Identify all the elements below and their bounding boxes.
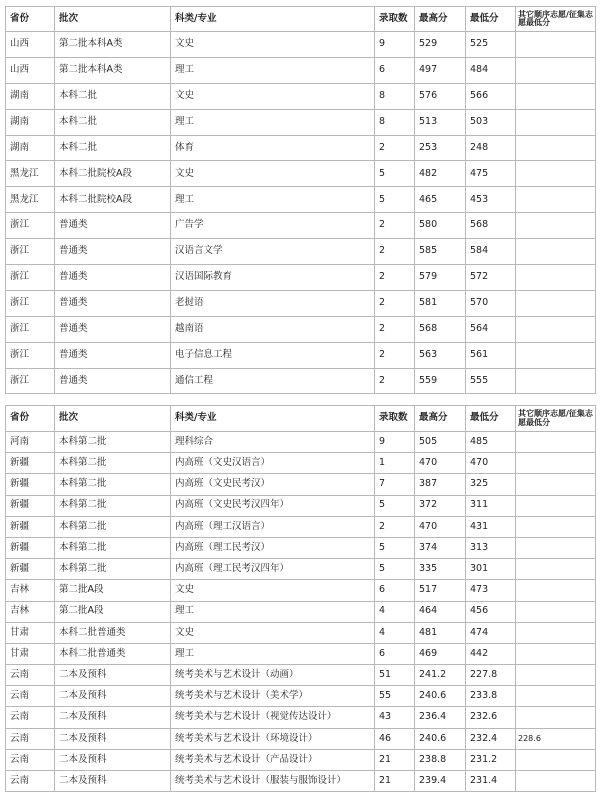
cell-admitted: 5 <box>375 495 415 516</box>
cell-province: 浙江 <box>6 213 55 239</box>
table-row <box>6 83 596 109</box>
cell-admitted: 6 <box>375 643 415 664</box>
cell-batch: 普通类 <box>55 368 171 394</box>
table-row <box>6 368 596 394</box>
cell-admitted: 2 <box>375 368 415 394</box>
cell-min-score: 473 <box>466 580 516 601</box>
cell-major: 文史 <box>171 83 375 109</box>
cell-other-min: 228.6 <box>516 728 596 749</box>
cell-other-min <box>516 622 596 643</box>
cell-other-min <box>516 32 596 58</box>
cell-min-score: 584 <box>466 239 516 265</box>
cell-max-score: 238.8 <box>415 749 466 770</box>
cell-other-min <box>516 580 596 601</box>
cell-batch: 本科第二批 <box>55 495 171 516</box>
cell-batch: 第二批本科A类 <box>55 32 171 58</box>
cell-major: 统考美术与艺术设计（动画） <box>171 665 375 686</box>
cell-min-score: 431 <box>466 516 516 537</box>
cell-admitted: 2 <box>375 516 415 537</box>
cell-min-score: 564 <box>466 316 516 342</box>
cell-major: 文史 <box>171 622 375 643</box>
cell-admitted: 2 <box>375 239 415 265</box>
cell-major: 汉语言文学 <box>171 239 375 265</box>
cell-province: 黑龙江 <box>6 187 55 213</box>
cell-other-min <box>516 342 596 368</box>
cell-major: 理工 <box>171 109 375 135</box>
cell-other-min <box>516 135 596 161</box>
cell-min-score: 231.4 <box>466 771 516 792</box>
header-major: 科类/专业 <box>171 7 375 32</box>
cell-major: 理工 <box>171 187 375 213</box>
cell-admitted: 4 <box>375 601 415 622</box>
cell-max-score: 465 <box>415 187 466 213</box>
cell-min-score: 232.4 <box>466 728 516 749</box>
table-row <box>6 580 596 601</box>
cell-admitted: 4 <box>375 622 415 643</box>
cell-min-score: 313 <box>466 537 516 558</box>
cell-major: 统考美术与艺术设计（环境设计） <box>171 728 375 749</box>
cell-province: 云南 <box>6 749 55 770</box>
cell-other-min <box>516 368 596 394</box>
cell-batch: 本科第二批 <box>55 537 171 558</box>
cell-province: 新疆 <box>6 516 55 537</box>
cell-other-min <box>516 665 596 686</box>
table-row <box>6 622 596 643</box>
cell-other-min <box>516 453 596 474</box>
cell-max-score: 240.6 <box>415 728 466 749</box>
cell-other-min <box>516 83 596 109</box>
cell-major: 内高班（理工汉语言） <box>171 516 375 537</box>
header-min-score: 最低分 <box>466 406 516 432</box>
cell-admitted: 9 <box>375 32 415 58</box>
header-min-score: 最低分 <box>466 7 516 32</box>
cell-max-score: 387 <box>415 474 466 495</box>
cell-batch: 本科第二批 <box>55 432 171 453</box>
cell-max-score: 469 <box>415 643 466 664</box>
cell-max-score: 517 <box>415 580 466 601</box>
cell-min-score: 232.6 <box>466 707 516 728</box>
cell-batch: 第二批本科A类 <box>55 57 171 83</box>
cell-max-score: 579 <box>415 265 466 291</box>
cell-min-score: 453 <box>466 187 516 213</box>
cell-max-score: 563 <box>415 342 466 368</box>
cell-batch: 本科二批 <box>55 109 171 135</box>
table-row <box>6 728 596 749</box>
cell-max-score: 241.2 <box>415 665 466 686</box>
cell-batch: 二本及预科 <box>55 749 171 770</box>
cell-admitted: 43 <box>375 707 415 728</box>
cell-batch: 本科二批普通类 <box>55 643 171 664</box>
cell-min-score: 485 <box>466 432 516 453</box>
cell-batch: 本科第二批 <box>55 516 171 537</box>
header-other-min: 其它顺序志愿/征集志愿最低分 <box>516 7 596 32</box>
table-row <box>6 135 596 161</box>
cell-min-score: 227.8 <box>466 665 516 686</box>
cell-max-score: 240.6 <box>415 686 466 707</box>
cell-min-score: 233.8 <box>466 686 516 707</box>
cell-batch: 二本及预科 <box>55 686 171 707</box>
cell-major: 内高班（文史民考汉四年） <box>171 495 375 516</box>
cell-admitted: 2 <box>375 290 415 316</box>
table-row <box>6 187 596 213</box>
cell-admitted: 2 <box>375 316 415 342</box>
cell-max-score: 482 <box>415 161 466 187</box>
cell-other-min <box>516 109 596 135</box>
cell-min-score: 503 <box>466 109 516 135</box>
cell-batch: 本科二批普通类 <box>55 622 171 643</box>
table-row <box>6 771 596 792</box>
cell-major: 统考美术与艺术设计（服装与服饰设计） <box>171 771 375 792</box>
header-major: 科类/专业 <box>171 406 375 432</box>
cell-province: 甘肃 <box>6 622 55 643</box>
cell-admitted: 6 <box>375 57 415 83</box>
cell-max-score: 481 <box>415 622 466 643</box>
cell-other-min <box>516 57 596 83</box>
cell-batch: 本科第二批 <box>55 474 171 495</box>
cell-batch: 二本及预科 <box>55 665 171 686</box>
cell-min-score: 525 <box>466 32 516 58</box>
cell-max-score: 529 <box>415 32 466 58</box>
cell-other-min <box>516 495 596 516</box>
cell-max-score: 470 <box>415 516 466 537</box>
cell-province: 新疆 <box>6 474 55 495</box>
cell-province: 新疆 <box>6 453 55 474</box>
cell-province: 新疆 <box>6 495 55 516</box>
header-max-score: 最高分 <box>415 7 466 32</box>
table-row <box>6 290 596 316</box>
cell-major: 老挝语 <box>171 290 375 316</box>
cell-province: 吉林 <box>6 601 55 622</box>
cell-min-score: 572 <box>466 265 516 291</box>
table-row <box>6 665 596 686</box>
cell-major: 电子信息工程 <box>171 342 375 368</box>
cell-other-min <box>516 601 596 622</box>
cell-admitted: 8 <box>375 83 415 109</box>
cell-min-score: 325 <box>466 474 516 495</box>
cell-batch: 本科第二批 <box>55 453 171 474</box>
cell-province: 吉林 <box>6 580 55 601</box>
header-other-min: 其它顺序志愿/征集志愿最低分 <box>516 406 596 432</box>
cell-min-score: 470 <box>466 453 516 474</box>
cell-major: 广告学 <box>171 213 375 239</box>
cell-max-score: 576 <box>415 83 466 109</box>
admission-table-1 <box>5 6 596 394</box>
table-1-body <box>6 32 596 394</box>
table-row <box>6 686 596 707</box>
cell-batch: 二本及预科 <box>55 707 171 728</box>
cell-min-score: 442 <box>466 643 516 664</box>
cell-max-score: 568 <box>415 316 466 342</box>
cell-admitted: 2 <box>375 265 415 291</box>
table-row <box>6 537 596 558</box>
cell-admitted: 21 <box>375 771 415 792</box>
cell-min-score: 561 <box>466 342 516 368</box>
cell-province: 云南 <box>6 665 55 686</box>
cell-major: 通信工程 <box>171 368 375 394</box>
table-row <box>6 342 596 368</box>
cell-province: 山西 <box>6 57 55 83</box>
cell-batch: 本科二批 <box>55 83 171 109</box>
cell-major: 文史 <box>171 161 375 187</box>
cell-max-score: 470 <box>415 453 466 474</box>
cell-min-score: 555 <box>466 368 516 394</box>
cell-max-score: 580 <box>415 213 466 239</box>
cell-batch: 本科第二批 <box>55 559 171 580</box>
cell-min-score: 475 <box>466 161 516 187</box>
cell-province: 山西 <box>6 32 55 58</box>
cell-max-score: 559 <box>415 368 466 394</box>
cell-admitted: 1 <box>375 453 415 474</box>
cell-max-score: 335 <box>415 559 466 580</box>
cell-other-min <box>516 187 596 213</box>
cell-max-score: 513 <box>415 109 466 135</box>
cell-province: 浙江 <box>6 368 55 394</box>
cell-other-min <box>516 213 596 239</box>
cell-province: 浙江 <box>6 239 55 265</box>
cell-batch: 第二批A段 <box>55 580 171 601</box>
table-row <box>6 265 596 291</box>
cell-batch: 普通类 <box>55 342 171 368</box>
table-row <box>6 57 596 83</box>
cell-min-score: 570 <box>466 290 516 316</box>
cell-max-score: 374 <box>415 537 466 558</box>
cell-admitted: 5 <box>375 537 415 558</box>
cell-batch: 普通类 <box>55 316 171 342</box>
cell-province: 新疆 <box>6 559 55 580</box>
cell-major: 体育 <box>171 135 375 161</box>
table-row <box>6 316 596 342</box>
cell-province: 云南 <box>6 707 55 728</box>
cell-province: 河南 <box>6 432 55 453</box>
cell-max-score: 239.4 <box>415 771 466 792</box>
cell-major: 内高班（理工民考汉四年） <box>171 559 375 580</box>
cell-admitted: 5 <box>375 559 415 580</box>
cell-batch: 本科二批院校A段 <box>55 161 171 187</box>
cell-min-score: 566 <box>466 83 516 109</box>
cell-batch: 二本及预科 <box>55 728 171 749</box>
cell-major: 文史 <box>171 32 375 58</box>
cell-other-min <box>516 161 596 187</box>
cell-major: 理工 <box>171 601 375 622</box>
cell-max-score: 581 <box>415 290 466 316</box>
cell-other-min <box>516 239 596 265</box>
cell-admitted: 51 <box>375 665 415 686</box>
table-row <box>6 707 596 728</box>
header-province: 省份 <box>6 7 55 32</box>
cell-province: 湖南 <box>6 109 55 135</box>
cell-province: 云南 <box>6 728 55 749</box>
cell-batch: 本科二批院校A段 <box>55 187 171 213</box>
cell-major: 内高班（理工民考汉） <box>171 537 375 558</box>
cell-batch: 普通类 <box>55 265 171 291</box>
cell-major: 统考美术与艺术设计（产品设计） <box>171 749 375 770</box>
cell-admitted: 9 <box>375 432 415 453</box>
cell-major: 理工 <box>171 643 375 664</box>
cell-admitted: 55 <box>375 686 415 707</box>
cell-major: 汉语国际教育 <box>171 265 375 291</box>
table-header-row <box>6 406 596 432</box>
cell-province: 浙江 <box>6 316 55 342</box>
cell-batch: 第二批A段 <box>55 601 171 622</box>
cell-major: 内高班（文史民考汉） <box>171 474 375 495</box>
header-max-score: 最高分 <box>415 406 466 432</box>
header-batch: 批次 <box>55 7 171 32</box>
cell-admitted: 2 <box>375 135 415 161</box>
header-admitted: 录取数 <box>375 7 415 32</box>
cell-major: 统考美术与艺术设计（美术学） <box>171 686 375 707</box>
cell-min-score: 484 <box>466 57 516 83</box>
table-row <box>6 495 596 516</box>
header-admitted: 录取数 <box>375 406 415 432</box>
cell-other-min <box>516 516 596 537</box>
cell-max-score: 505 <box>415 432 466 453</box>
table-row <box>6 161 596 187</box>
table-row <box>6 474 596 495</box>
cell-province: 浙江 <box>6 265 55 291</box>
cell-province: 甘肃 <box>6 643 55 664</box>
table-2-body <box>6 432 596 792</box>
cell-other-min <box>516 432 596 453</box>
cell-province: 湖南 <box>6 135 55 161</box>
cell-admitted: 2 <box>375 213 415 239</box>
cell-major: 理工 <box>171 57 375 83</box>
table-row <box>6 559 596 580</box>
cell-max-score: 236.4 <box>415 707 466 728</box>
cell-province: 浙江 <box>6 290 55 316</box>
admission-table-2 <box>5 405 596 792</box>
cell-batch: 本科二批 <box>55 135 171 161</box>
cell-min-score: 474 <box>466 622 516 643</box>
cell-admitted: 6 <box>375 580 415 601</box>
cell-min-score: 456 <box>466 601 516 622</box>
cell-other-min <box>516 559 596 580</box>
cell-min-score: 231.2 <box>466 749 516 770</box>
cell-batch: 普通类 <box>55 213 171 239</box>
cell-major: 越南语 <box>171 316 375 342</box>
cell-province: 新疆 <box>6 537 55 558</box>
cell-province: 云南 <box>6 771 55 792</box>
table-row <box>6 213 596 239</box>
cell-province: 浙江 <box>6 342 55 368</box>
table-row <box>6 643 596 664</box>
cell-max-score: 497 <box>415 57 466 83</box>
cell-major: 内高班（文史汉语言） <box>171 453 375 474</box>
table-row <box>6 749 596 770</box>
cell-max-score: 464 <box>415 601 466 622</box>
table-row <box>6 432 596 453</box>
cell-admitted: 46 <box>375 728 415 749</box>
cell-other-min <box>516 316 596 342</box>
cell-batch: 普通类 <box>55 290 171 316</box>
cell-admitted: 5 <box>375 161 415 187</box>
cell-other-min <box>516 265 596 291</box>
table-row <box>6 109 596 135</box>
cell-other-min <box>516 643 596 664</box>
cell-min-score: 301 <box>466 559 516 580</box>
cell-province: 云南 <box>6 686 55 707</box>
cell-admitted: 7 <box>375 474 415 495</box>
table-row <box>6 453 596 474</box>
cell-min-score: 568 <box>466 213 516 239</box>
cell-admitted: 2 <box>375 342 415 368</box>
cell-other-min <box>516 537 596 558</box>
cell-other-min <box>516 771 596 792</box>
cell-max-score: 372 <box>415 495 466 516</box>
cell-min-score: 311 <box>466 495 516 516</box>
table-header-row <box>6 7 596 32</box>
cell-batch: 普通类 <box>55 239 171 265</box>
cell-province: 黑龙江 <box>6 161 55 187</box>
header-batch: 批次 <box>55 406 171 432</box>
cell-major: 统考美术与艺术设计（视觉传达设计） <box>171 707 375 728</box>
cell-major: 理科综合 <box>171 432 375 453</box>
table-row <box>6 32 596 58</box>
cell-other-min <box>516 707 596 728</box>
cell-other-min <box>516 749 596 770</box>
cell-other-min <box>516 686 596 707</box>
cell-admitted: 5 <box>375 187 415 213</box>
cell-other-min <box>516 290 596 316</box>
table-row <box>6 239 596 265</box>
cell-max-score: 253 <box>415 135 466 161</box>
cell-batch: 二本及预科 <box>55 771 171 792</box>
table-row <box>6 601 596 622</box>
cell-min-score: 248 <box>466 135 516 161</box>
table-row <box>6 516 596 537</box>
cell-max-score: 585 <box>415 239 466 265</box>
cell-admitted: 21 <box>375 749 415 770</box>
cell-other-min <box>516 474 596 495</box>
cell-major: 文史 <box>171 580 375 601</box>
cell-province: 湖南 <box>6 83 55 109</box>
cell-admitted: 8 <box>375 109 415 135</box>
header-province: 省份 <box>6 406 55 432</box>
